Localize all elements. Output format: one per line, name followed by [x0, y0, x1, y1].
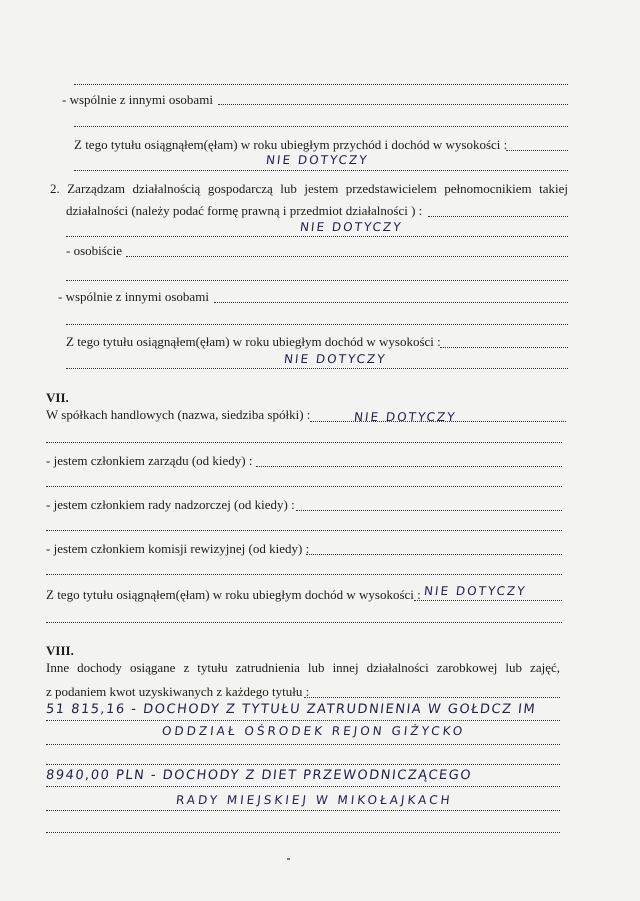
income-label: Z tego tytułu osiągnąłem(ęłam) w roku ubiegłym przychód i dochód w wysokości :	[74, 137, 508, 152]
fill-line	[304, 697, 560, 698]
fill-line	[74, 126, 568, 127]
fill-line	[46, 530, 562, 531]
handwritten-vii-income: NIE DOTYCZY	[423, 584, 528, 598]
handwritten-companies: NIE DOTYCZY	[353, 410, 458, 424]
komisja-label: - jestem członkiem komisji rewizyjnej (od kiedy) :	[46, 541, 310, 556]
fill-line	[126, 256, 568, 257]
viii-line-2: z podaniem kwot uzyskiwanych z każdego tytułu :	[46, 684, 310, 699]
rada-label: - jestem członkiem rady nadzorczej (od kiedy) :	[46, 497, 295, 512]
fill-line	[46, 786, 560, 787]
osobiscie-label: - osobiście	[66, 243, 122, 258]
item-2-line-1: 2. Zarządzam działalnością gospodarczą lub jestem przedstawicielem pełnomocnikiem takiej	[50, 181, 568, 196]
scan-speck	[287, 858, 290, 860]
wspolnie-label: - wspólnie z innymi osobami	[62, 92, 213, 107]
fill-line	[46, 720, 560, 721]
fill-line	[428, 216, 568, 217]
handwritten-activity: NIE DOTYCZY	[299, 220, 404, 234]
handwritten-income: NIE DOTYCZY	[265, 153, 370, 167]
handwritten-income-2: NIE DOTYCZY	[283, 352, 388, 366]
fill-line	[46, 744, 560, 745]
fill-line	[506, 150, 568, 151]
wspolnie-2-label: - wspólnie z innymi osobami	[58, 289, 209, 304]
fill-line	[74, 170, 568, 171]
fill-line	[74, 84, 568, 85]
income-2-label: Z tego tytułu osiągnąłem(ęłam) w roku ubiegłym dochód w wysokości :	[66, 334, 441, 349]
fill-line	[306, 554, 562, 555]
fill-line	[214, 302, 568, 303]
fill-line	[440, 347, 568, 348]
vii-income-label: Z tego tytułu osiągnąłem(ęłam) w roku ubiegłym dochód w wysokości :	[46, 587, 421, 602]
section-vii-heading: VII.	[46, 390, 69, 405]
fill-line	[66, 236, 568, 237]
handwritten-other-income-3: 8940,00 PLN - DOCHODY Z DIET PRZEWODNICZĄCEGO	[45, 768, 473, 783]
fill-line	[66, 324, 568, 325]
fill-line	[414, 600, 562, 601]
fill-line	[218, 104, 568, 105]
handwritten-other-income-1: 51 815,16 - DOCHODY Z TYTUŁU ZATRUDNIENIA W GOŁDCZ IM	[45, 702, 537, 717]
fill-line	[66, 368, 568, 369]
zarzad-label: - jestem członkiem zarządu (od kiedy) :	[46, 453, 253, 468]
fill-line	[46, 622, 562, 623]
fill-line	[256, 466, 562, 467]
item-2-line-2: działalności (należy podać formę prawną i przedmiot działalności ) :	[66, 203, 423, 218]
fill-line	[46, 574, 562, 575]
handwritten-other-income-2: ODDZIAŁ OŚRODEK REJON GIŻYCKO	[161, 724, 467, 738]
fill-line	[46, 486, 562, 487]
fill-line	[46, 442, 562, 443]
fill-line	[46, 764, 560, 765]
section-viii-heading: VIII.	[46, 643, 74, 658]
fill-line	[66, 280, 568, 281]
fill-line	[46, 832, 560, 833]
fill-line	[296, 510, 562, 511]
fill-line	[46, 810, 560, 811]
handwritten-other-income-4: RADY MIEJSKIEJ W MIKOŁAJKACH	[175, 793, 454, 807]
viii-line-1: Inne dochody osiągane z tytułu zatrudnienia lub innej działalności zarobkowej lub zajęć,	[46, 660, 560, 675]
companies-label: W spółkach handlowych (nazwa, siedziba spółki) :	[46, 407, 311, 422]
